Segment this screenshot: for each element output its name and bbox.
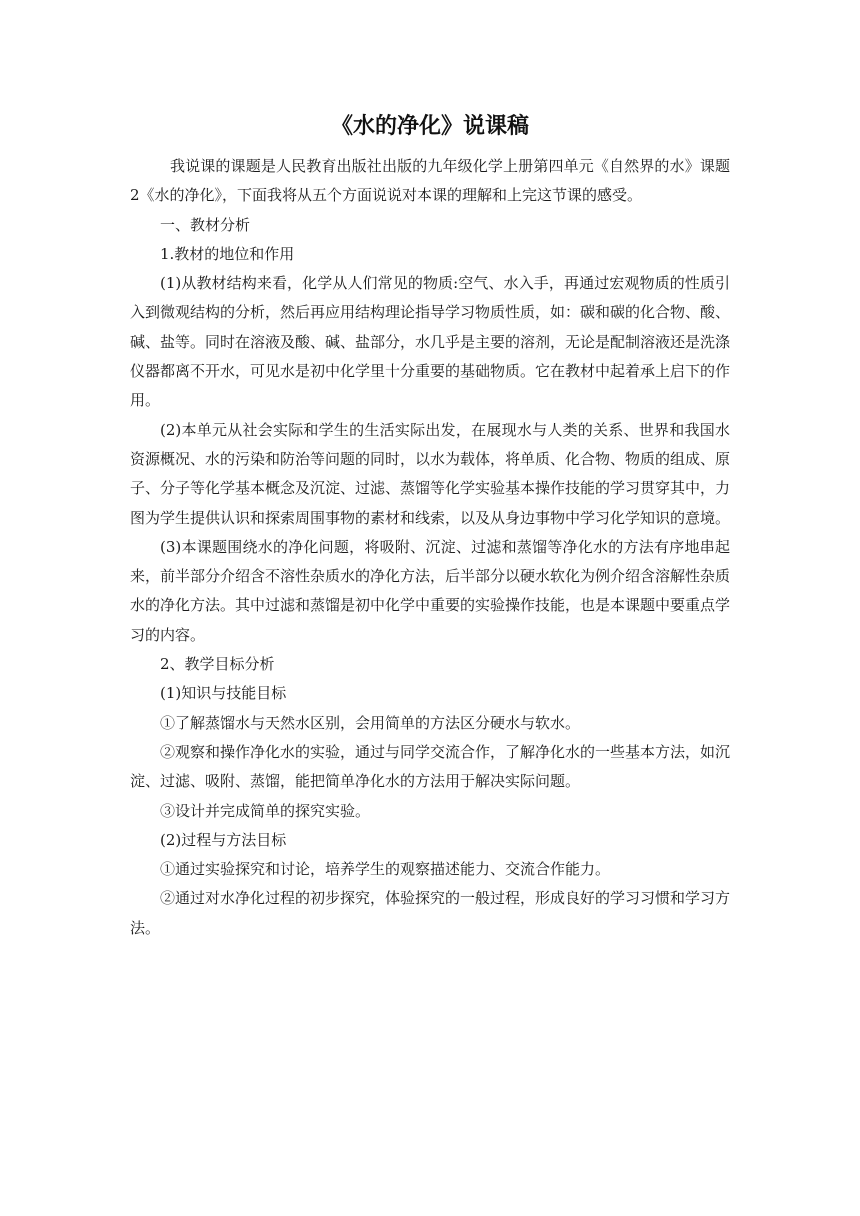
- subheading-process-method: (2)过程与方法目标: [160, 830, 287, 849]
- goal-item: ①通过实验探究和讨论，培养学生的观察描述能力、交流合作能力。: [160, 860, 611, 879]
- paragraph-topic: (3)本课题围绕水的净化问题，将吸附、沉淀、过滤和蒸馏等净化水的方法有序地串起来，前半部分介绍含不溶性杂质水的净化方法，后半部分以硬水软化为例介绍含溶解性杂质水的净化方法。其中过滤和蒸馏是初中化学中重要的实验操作技能，也是本课题中要重点学习的内容。: [130, 537, 731, 644]
- goal-item: ①了解蒸馏水与天然水区别，会用简单的方法区分硬水与软水。: [160, 713, 581, 732]
- goal-item: ③设计并完成简单的探究实验。: [160, 801, 371, 820]
- subheading-knowledge-skills: (1)知识与技能目标: [160, 684, 287, 703]
- heading-textbook-analysis: 一、教材分析: [160, 215, 251, 234]
- goal-item: ②观察和操作净化水的实验，通过与同学交流合作，了解净化水的一些基本方法，如沉淀、过滤、吸附、蒸馏，能把简单净化水的方法用于解决实际问题。: [130, 742, 731, 791]
- heading-goals-analysis: 2、教学目标分析: [160, 655, 275, 674]
- paragraph-intro: 我说课的课题是人民教育出版社出版的九年级化学上册第四单元《自然界的水》课题2《水的净化》，下面我将从五个方面说说对本课的理解和上完这节课的感受。: [130, 157, 730, 205]
- paragraph-structure: (1)从教材结构来看，化学从人们常见的物质:空气、水入手，再通过宏观物质的性质引入到微观结构的分析，然后再应用结构理论指导学习物质性质，如：碳和碳的化合物、酸、碱、盐等。同时在溶液及酸、碱、盐部分，水几乎是主要的溶剂，无论是配制溶液还是洗涤仪器都离不开水，可见水是初中化学里十分重要的基础物质。它在教材中起着承上启下的作用。: [130, 274, 731, 410]
- paragraph-unit: (2)本单元从社会实际和学生的生活实际出发，在展现水与人类的关系、世界和我国水资源概况、水的污染和防治等问题的同时，以水为载体，将单质、化合物、物质的组成、原子、分子等化学基本概念及沉淀、过滤、蒸馏等化学实验基本操作技能的学习贯穿其中，力图为学生提供认识和探索周围事物的素材和线索，以及从身边事物中学习化学知识的意境。: [130, 420, 731, 527]
- document-body: [130, 152, 730, 943]
- goal-item: ②通过对水净化过程的初步探究，体验探究的一般过程，形成良好的学习习惯和学习方法。: [130, 889, 731, 937]
- document-title: 《水的净化》说课稿: [330, 114, 529, 139]
- subheading-status-role: 1.教材的地位和作用: [160, 244, 295, 263]
